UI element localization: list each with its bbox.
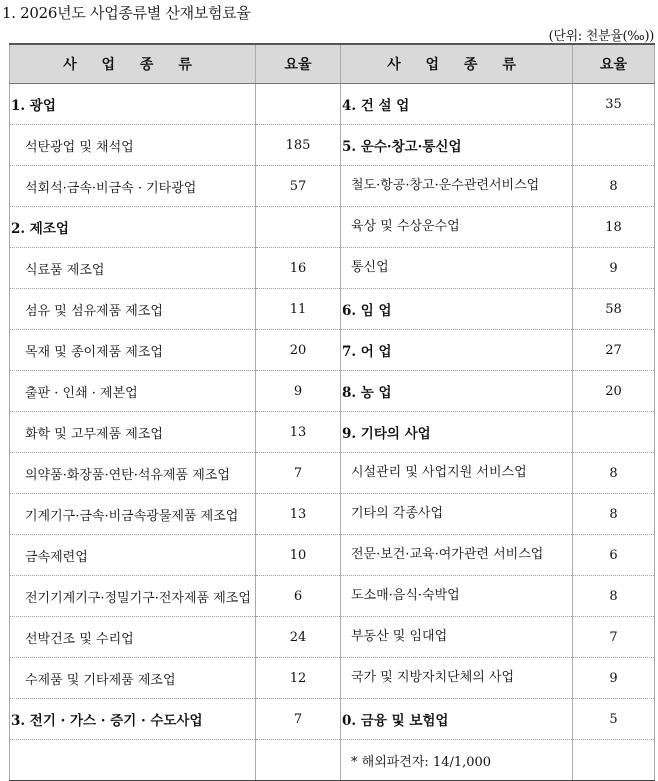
industry-name: 출판 · 인쇄 · 제본업: [10, 371, 256, 412]
section-heading: 8. 농 업: [341, 371, 573, 412]
header-rate-right: 요율: [573, 44, 655, 84]
table-row: [10, 699, 655, 740]
section-heading: 4. 건 설 업: [341, 84, 573, 125]
industry-name: 철도·항공·창고·운수관련서비스업: [341, 166, 573, 207]
section-heading: 2. 제조업: [10, 207, 256, 248]
table-row: [10, 535, 655, 576]
industry-name: 목재 및 종이제품 제조업: [10, 330, 256, 371]
industry-name: 금속제련업: [10, 535, 256, 576]
rate-value: 57: [256, 166, 341, 207]
rate-value: 11: [256, 289, 341, 330]
rate-value: 185: [256, 125, 341, 166]
rate-value: 7: [256, 453, 341, 494]
page-title: 1. 2026년도 사업종류별 산재보험료율: [2, 4, 251, 22]
table-row: [10, 617, 655, 658]
industry-name: 석회석·금속·비금속 · 기타광업: [10, 166, 256, 207]
rate-value: 7: [256, 699, 341, 740]
industry-name: 육상 및 수상운수업: [341, 207, 573, 248]
table-row: [10, 371, 655, 412]
rate-value: 8: [573, 494, 655, 535]
table-row: [10, 494, 655, 535]
table-row: [10, 330, 655, 371]
rate-value: 9: [573, 658, 655, 699]
rate-table: [9, 43, 655, 781]
rate-value: 9: [256, 371, 341, 412]
header-rate-left: 요율: [256, 44, 341, 84]
section-heading: 1. 광업: [10, 84, 256, 125]
rate-value: 13: [256, 494, 341, 535]
rate-value: 6: [256, 576, 341, 617]
header-category-left: 사 업 종 류: [10, 44, 256, 84]
table-row: [10, 740, 655, 781]
rate-value: 18: [573, 207, 655, 248]
section-heading: 7. 어 업: [341, 330, 573, 371]
table-row: [10, 125, 655, 166]
industry-name: 기타의 각종사업: [341, 494, 573, 535]
section-heading: 3. 전기 · 가스 · 증기 · 수도사업: [10, 699, 256, 740]
industry-name: 수제품 및 기타제품 제조업: [10, 658, 256, 699]
table-row: [10, 166, 655, 207]
rate-value: 13: [256, 412, 341, 453]
industry-name: 전문·보건·교육·여가관련 서비스업: [341, 535, 573, 576]
rate-value: 9: [573, 248, 655, 289]
rate-value: 20: [573, 371, 655, 412]
industry-name: * 해외파견자: 14/1,000: [341, 740, 573, 781]
rate-value: 7: [573, 617, 655, 658]
rate-value: [573, 125, 655, 166]
rate-value: 8: [573, 453, 655, 494]
header-category-right: 사 업 종 류: [341, 44, 573, 84]
unit-note: (단위: 천분율(‰)): [548, 29, 654, 44]
rate-value: 10: [256, 535, 341, 576]
industry-name: 석탄광업 및 채석업: [10, 125, 256, 166]
rate-value: 5: [573, 699, 655, 740]
section-heading: 5. 운수·창고·통신업: [341, 125, 573, 166]
industry-name: 선박건조 및 수리업: [10, 617, 256, 658]
rate-value: [573, 740, 655, 781]
industry-name: 통신업: [341, 248, 573, 289]
rate-value: 6: [573, 535, 655, 576]
rate-value: 27: [573, 330, 655, 371]
rate-value: 20: [256, 330, 341, 371]
rate-value: 24: [256, 617, 341, 658]
table-row: [10, 84, 655, 125]
industry-name: 시설관리 및 사업지원 서비스업: [341, 453, 573, 494]
industry-name: 기계기구·금속·비금속광물제품 제조업: [10, 494, 256, 535]
industry-name: 도소매·음식·숙박업: [341, 576, 573, 617]
section-heading: 9. 기타의 사업: [341, 412, 573, 453]
rate-value: 8: [573, 166, 655, 207]
rate-value: 16: [256, 248, 341, 289]
industry-name: 섬유 및 섬유제품 제조업: [10, 289, 256, 330]
rate-value: [573, 412, 655, 453]
table-row: [10, 207, 655, 248]
industry-name: 부동산 및 임대업: [341, 617, 573, 658]
table-row: [10, 289, 655, 330]
rate-value: [256, 84, 341, 125]
industry-name: 의약품·화장품·연탄·석유제품 제조업: [10, 453, 256, 494]
table-row: [10, 453, 655, 494]
rate-value: 12: [256, 658, 341, 699]
industry-name: 식료품 제조업: [10, 248, 256, 289]
section-heading: 0. 금융 및 보험업: [341, 699, 573, 740]
rate-value: [256, 207, 341, 248]
industry-name: [10, 740, 256, 781]
industry-name: 전기기계기구·정밀기구·전자제품 제조업: [10, 576, 256, 617]
rate-value: 8: [573, 576, 655, 617]
header-row: [10, 44, 655, 84]
rate-value: 58: [573, 289, 655, 330]
rate-value: [256, 740, 341, 781]
rate-value: 35: [573, 84, 655, 125]
industry-name: 화학 및 고무제품 제조업: [10, 412, 256, 453]
section-heading: 6. 임 업: [341, 289, 573, 330]
industry-name: 국가 및 지방자치단체의 사업: [341, 658, 573, 699]
table-row: [10, 248, 655, 289]
table-row: [10, 412, 655, 453]
table-row: [10, 658, 655, 699]
table-row: [10, 576, 655, 617]
